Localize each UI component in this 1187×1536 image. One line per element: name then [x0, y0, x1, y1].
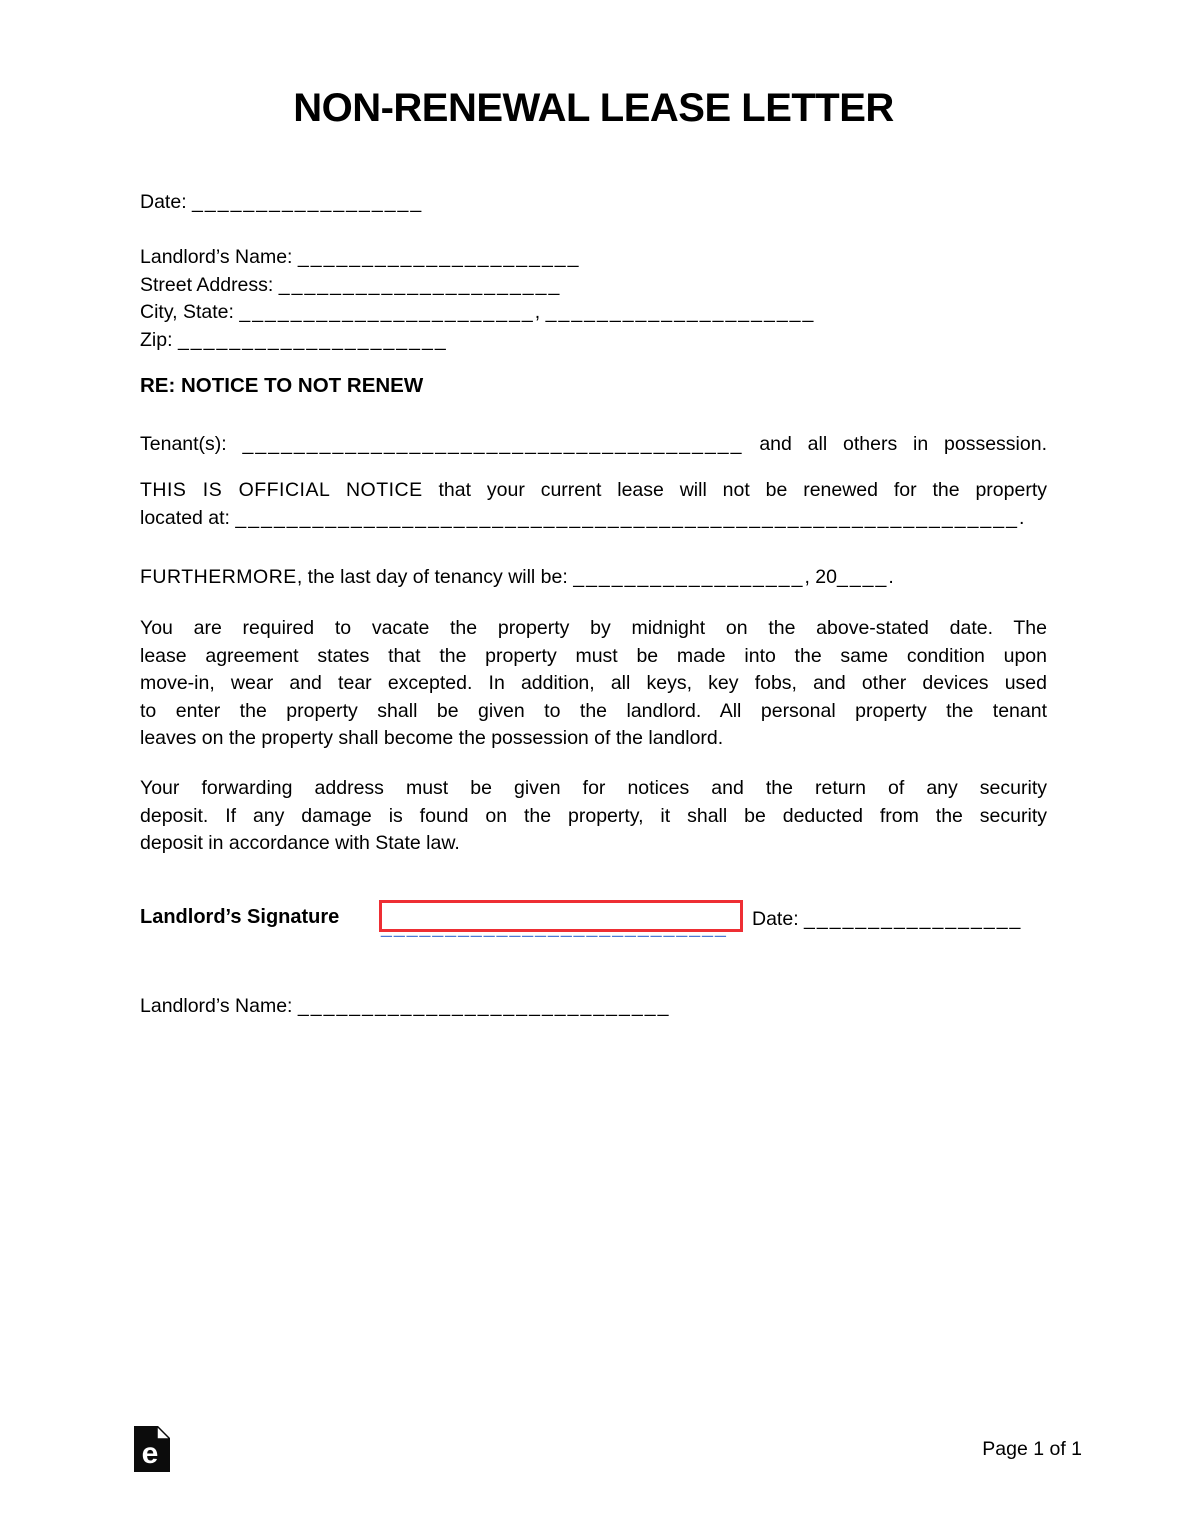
furthermore-year-prefix: , 20: [804, 566, 837, 588]
document-title: NON-RENEWAL LEASE LETTER: [293, 86, 894, 130]
city-blank-field: _______________________: [239, 301, 535, 323]
eforms-logo-folded-corner: [157, 1426, 170, 1439]
tenant-label: Tenant(s):: [140, 433, 243, 455]
vacate-paragraph-line: to enter the property shall be given to the landlord. All personal property the tenant: [140, 699, 1047, 722]
street-address-label: Street Address:: [140, 273, 279, 296]
tenant-line: [140, 431, 1047, 459]
eforms-logo-icon: [134, 1426, 170, 1472]
subject-line: RE: NOTICE TO NOT RENEW: [140, 374, 424, 397]
signature-date-group: [752, 906, 1022, 934]
landlord-printed-name-blank-field: _____________________________: [297, 995, 671, 1017]
located-at-label: located at:: [140, 506, 236, 529]
official-notice-paragraph: [140, 477, 1047, 532]
landlord-name-label: Landlord’s Name:: [140, 246, 298, 268]
vacate-paragraph-line: move-in, wear and tear excepted. In addition, all keys, key fobs, and other devices used: [140, 672, 1047, 694]
official-notice-rest: that your current lease will not be renewed for the property: [422, 479, 1047, 501]
official-notice-line-2: [140, 505, 1047, 533]
property-address-blank-field: _____________________________________________________________: [235, 506, 1019, 529]
zip-blank-field: _____________________: [177, 328, 448, 351]
forwarding-paragraph: [140, 775, 1047, 858]
date-label: Date:: [140, 191, 193, 213]
zip-label: Zip:: [140, 328, 178, 351]
official-notice-lead: THIS IS OFFICIAL NOTICE: [140, 479, 423, 501]
furthermore-text: , the last day of tenancy will be:: [296, 566, 574, 588]
furthermore-lead: FURTHERMORE: [140, 566, 297, 588]
forwarding-paragraph-line: Your forwarding address must be given for notices and the return of any security: [140, 777, 1047, 799]
street-address-line: [140, 272, 1047, 300]
forwarding-paragraph-line: deposit. If any damage is found on the property, it shall be deducted from the security: [140, 804, 1047, 827]
landlord-printed-name-label: Landlord’s Name:: [140, 995, 298, 1017]
landlord-address-block: [140, 244, 1047, 354]
city-state-separator: ,: [534, 301, 546, 323]
landlord-printed-name-line: [140, 993, 1047, 1021]
signature-blank-field: ___________________________: [381, 916, 728, 938]
vacate-paragraph-line: leaves on the property shall become the possession of the landlord.: [140, 727, 724, 749]
tenancy-end-date-blank-field: __________________: [573, 566, 805, 588]
landlord-name-blank-field: ______________________: [297, 246, 581, 268]
tenant-suffix: and all others in possession.: [743, 433, 1047, 455]
zip-line: [140, 327, 1047, 355]
year-blank-field: ____: [836, 566, 889, 588]
vacate-paragraph: [140, 615, 1047, 753]
signature-field-box[interactable]: [379, 900, 743, 932]
street-address-blank-field: ______________________: [278, 273, 562, 296]
state-blank-field: _____________________: [545, 301, 816, 323]
landlord-name-line: [140, 244, 1047, 272]
page-number: Page 1 of 1: [982, 1438, 1082, 1460]
landlord-signature-label: Landlord’s Signature: [140, 906, 340, 928]
furthermore-period: .: [888, 566, 894, 588]
signature-date-blank-field: _________________: [804, 908, 1023, 930]
eforms-logo-letter: e: [141, 1437, 159, 1470]
located-at-period: .: [1018, 506, 1025, 529]
signature-row: [140, 897, 1047, 957]
vacate-paragraph-line: lease agreement states that the property must be made into the same condition upon: [140, 644, 1047, 667]
date-blank-field: __________________: [192, 191, 424, 213]
city-state-label: City, State:: [140, 301, 240, 323]
signature-date-label: Date:: [752, 908, 805, 930]
forwarding-paragraph-line: deposit in accordance with State law.: [140, 832, 460, 854]
vacate-paragraph-line: You are required to vacate the property by midnight on the above-stated date. The: [140, 617, 1047, 639]
official-notice-line-1: [140, 477, 1047, 505]
city-state-line: [140, 299, 1047, 327]
date-line: [140, 189, 1047, 217]
tenant-blank-field: _______________________________________: [242, 433, 744, 455]
furthermore-line: [140, 564, 1047, 592]
